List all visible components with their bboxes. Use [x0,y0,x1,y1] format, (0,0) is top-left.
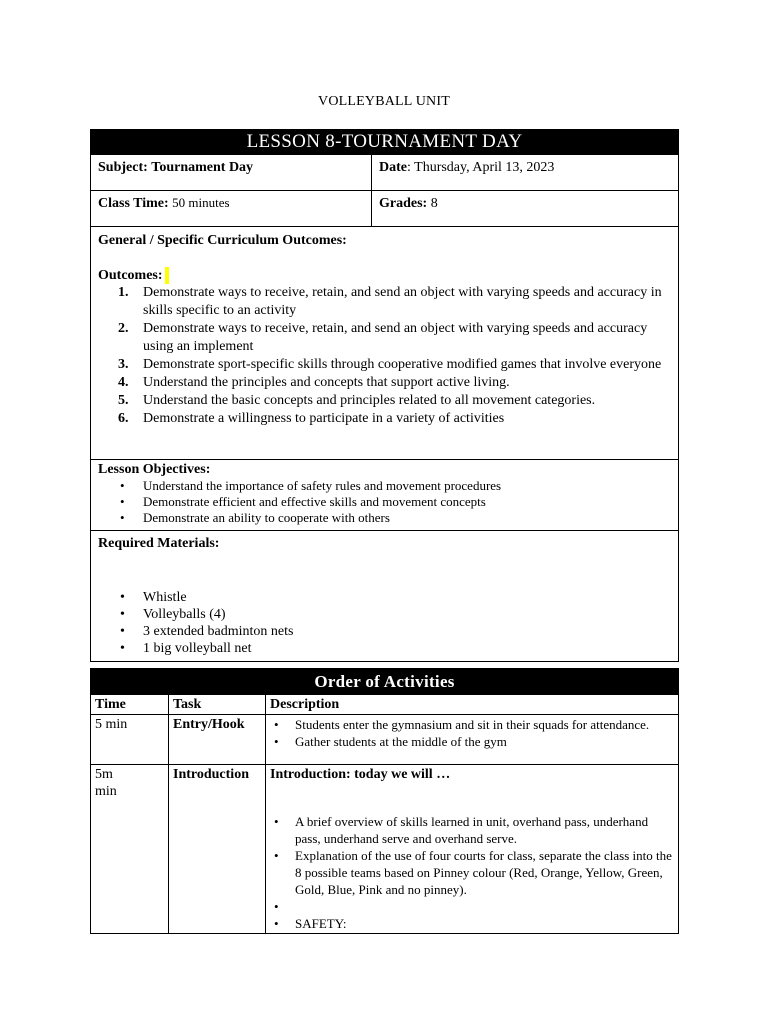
curriculum-outcomes-label: General / Specific Curriculum Outcomes: [98,233,347,248]
date-cell [372,155,679,191]
grades-label: Grades: [379,196,428,211]
material-item: • Whistle [120,590,187,605]
text-highlight-marker [165,267,169,284]
grades-cell [372,191,679,227]
row-time: 5m min [91,765,169,934]
material-item: • 3 extended badminton nets [120,624,294,639]
subject-value: Tournament Day [151,160,254,175]
materials-cell [91,531,679,662]
date-label: Date [379,160,407,175]
row-description [266,715,679,765]
outcomes-label: Outcomes: [98,268,163,283]
lesson-title: LESSON 8-TOURNAMENT DAY [91,130,679,155]
objective-item: • Understand the importance of safety rules and movement procedures [120,478,502,493]
material-item: • Volleyballs (4) [120,607,226,622]
description-item: • [274,899,279,914]
materials-list [98,589,671,657]
outcome-item: 4. Understand the principles and concepts that support active living. [118,375,510,390]
grades-value: 8 [430,196,438,211]
row-description [266,765,679,934]
outcomes-cell [91,227,679,460]
class-time-value: 50 minutes [172,195,230,210]
class-time-label: Class Time: [98,196,169,211]
table-row [91,765,679,934]
description-item: • Students enter the gymnasium and sit in their squads for attendance. [274,717,650,732]
description-list [270,716,674,750]
row-time: 5 min [91,715,169,765]
column-header-description: Description [266,695,679,715]
outcome-item: 5. Understand the basic concepts and principles related to all movement categories. [118,393,596,408]
description-item: • Gather students at the middle of the gym [274,734,507,749]
column-header-task: Task [169,695,266,715]
subject-label: Subject: [98,160,148,175]
outcome-item: 1. Demonstrate ways to receive, retain, and send an object with varying speeds and accuracy in skills specific to an activity [118,285,662,318]
table-row [91,715,679,765]
description-item: • Explanation of the use of four courts for class, separate the class into the 8 possible teams based on Pinney colour (Red, Orange, Yellow, Green, Gold, Blue, Pink and no pinney). [274,848,672,897]
materials-label: Required Materials: [98,536,220,551]
description-list [270,813,674,932]
outcome-item: 6. Demonstrate a willingness to participate in a variety of activities [118,411,505,426]
objectives-label: Lesson Objectives: [98,462,211,477]
class-time-cell [91,191,372,227]
subject-cell [91,155,372,191]
outcomes-list [98,284,671,428]
date-value: : Thursday, April 13, 2023 [407,160,555,175]
objectives-cell [91,460,679,531]
objective-item: • Demonstrate an ability to cooperate with others [120,510,390,525]
material-item: • 1 big volleyball net [120,641,252,656]
unit-title: VOLLEYBALL UNIT [318,94,450,109]
activities-title: Order of Activities [91,669,679,695]
column-header-time: Time [91,695,169,715]
description-intro: Introduction: today we will … [270,767,451,782]
description-item: • A brief overview of skills learned in unit, overhand pass, underhand pass, underhand serve and overhand serve. [274,814,649,846]
row-task: Entry/Hook [169,715,266,765]
outcome-item: 2. Demonstrate ways to receive, retain, and send an object with varying speeds and accuracy using an implement [118,321,648,354]
lesson-plan-table [90,129,679,662]
row-task: Introduction [169,765,266,934]
outcome-item: 3. Demonstrate sport-specific skills through cooperative modified games that involve everyone [118,357,662,372]
description-item: • SAFETY: [274,916,347,931]
objectives-list [98,478,671,526]
activities-table [90,668,679,934]
objective-item: • Demonstrate efficient and effective skills and movement concepts [120,494,486,509]
